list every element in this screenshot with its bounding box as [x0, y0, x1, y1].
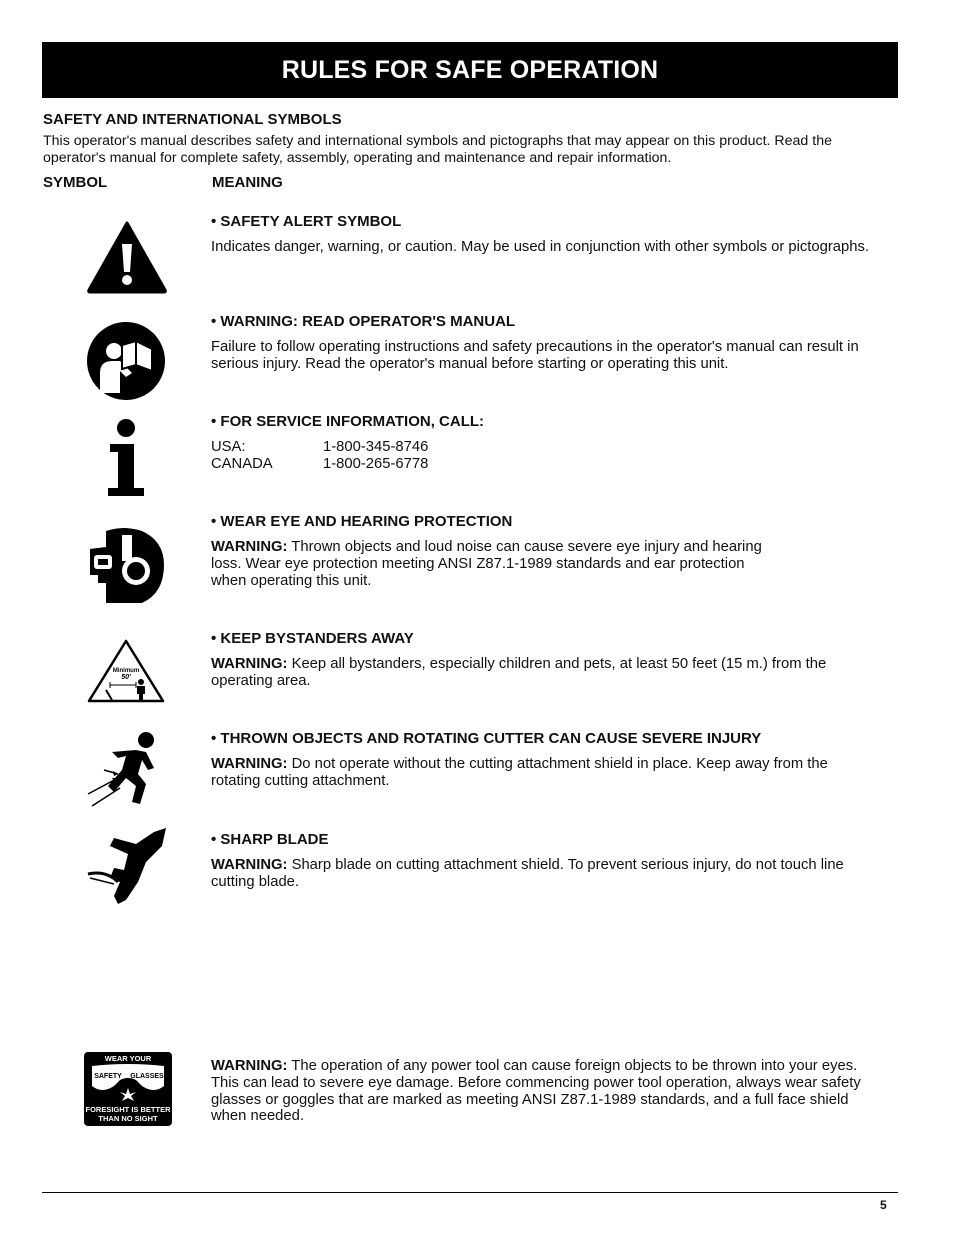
footer-rule — [42, 1192, 898, 1193]
entry-heading: • WEAR EYE AND HEARING PROTECTION — [211, 513, 513, 530]
meaning-column-header: MEANING — [212, 174, 283, 191]
phone-number: 1-800-345-8746 — [323, 439, 429, 455]
eye-hearing-protection-icon — [84, 525, 166, 607]
safety-alert-triangle-icon — [86, 220, 168, 294]
symbol-column-header: SYMBOL — [43, 174, 108, 191]
badge-bottom-text-1: FORESIGHT IS BETTER — [85, 1105, 171, 1114]
entry-text — [211, 756, 851, 790]
warning-label: WARNING: — [211, 756, 288, 772]
entry-text: Indicates danger, warning, or caution. May be used in conjunction with other symbols or pictographs. — [211, 239, 870, 255]
badge-left-text: SAFETY — [94, 1073, 122, 1080]
warning-label: WARNING: — [211, 656, 288, 672]
badge-top-text: WEAR YOUR — [104, 1054, 152, 1063]
warning-label: WARNING: — [211, 857, 288, 873]
keep-bystanders-away-icon — [86, 638, 166, 704]
warning-label: WARNING: — [211, 1058, 288, 1074]
phone-region: CANADA — [211, 455, 273, 472]
entry-safety-alert — [211, 213, 881, 256]
warning-text: Sharp blade on cutting attachment shield. To prevent serious injury, do not touch line cutting blade. — [211, 857, 844, 890]
entry-text — [211, 539, 771, 589]
entry-text — [211, 857, 861, 891]
badge-bottom-text-2: THAN NO SIGHT — [98, 1114, 158, 1123]
minimum-label: Minimum — [112, 668, 140, 674]
notice-text — [211, 1058, 881, 1125]
warning-label: WARNING: — [211, 539, 288, 555]
phone-number: 1-800-265-6778 — [323, 455, 429, 472]
page-title: RULES FOR SAFE OPERATION — [281, 55, 659, 84]
safety-glasses-badge-icon — [84, 1052, 172, 1126]
entry-heading: • FOR SERVICE INFORMATION, CALL: — [211, 413, 485, 430]
entry-heading: • SHARP BLADE — [211, 831, 329, 848]
entry-heading: • SAFETY ALERT SYMBOL — [211, 213, 402, 230]
distance-label: 50' — [121, 674, 131, 681]
safety-glasses-notice — [211, 1058, 881, 1125]
section-title: SAFETY AND INTERNATIONAL SYMBOLS — [43, 111, 342, 128]
read-manual-icon — [86, 321, 166, 401]
information-icon — [104, 418, 148, 498]
entry-text — [211, 656, 851, 690]
entry-heading: • KEEP BYSTANDERS AWAY — [211, 630, 414, 647]
warning-text: Keep all bystanders, especially children and pets, at least 50 feet (15 m.) from the operating area. — [211, 656, 827, 689]
entry-eye-hearing — [211, 513, 881, 589]
entry-bystanders — [211, 630, 881, 690]
phone-region: USA: — [211, 439, 246, 455]
sharp-blade-icon — [84, 826, 168, 906]
entry-read-manual — [211, 313, 881, 373]
page-number: 5 — [880, 1198, 887, 1212]
warning-text: The operation of any power tool can cause foreign objects to be thrown into your eyes. This can lead to severe eye damage. Before commencing power tool operation, always wear safety glasses or goggles that are marked as meeting ANSI Z87.1-1989 standards, and a full face shield when needed. — [211, 1058, 861, 1125]
badge-right-text: GLASSES — [130, 1073, 164, 1080]
thrown-objects-icon — [84, 730, 166, 810]
entry-heading: • WARNING: READ OPERATOR'S MANUAL — [211, 313, 516, 330]
section-intro: This operator's manual describes safety and international symbols and pictographs that may appear on this product. Read the operator's manual for complete safety, assembly, operating and maintenance and repair information. — [43, 133, 832, 166]
phone-list — [211, 439, 881, 473]
entry-sharp-blade — [211, 831, 881, 891]
warning-text: Thrown objects and loud noise can cause severe eye injury and hearing loss. Wear eye protection meeting ANSI Z87.1-1989 standards and ear protection when operating this unit. — [211, 539, 762, 589]
warning-text: Do not operate without the cutting attachment shield in place. Keep away from the rotating cutting attachment. — [211, 756, 828, 789]
entry-text: Failure to follow operating instructions and safety precautions in the operator's manual can result in serious injury. Read the operator's manual before starting or operating this unit. — [211, 339, 859, 372]
entry-service-info — [211, 413, 881, 473]
entry-thrown-objects — [211, 730, 891, 790]
page-banner — [42, 42, 898, 98]
entry-heading: • THROWN OBJECTS AND ROTATING CUTTER CAN CAUSE SEVERE INJURY — [211, 730, 762, 747]
